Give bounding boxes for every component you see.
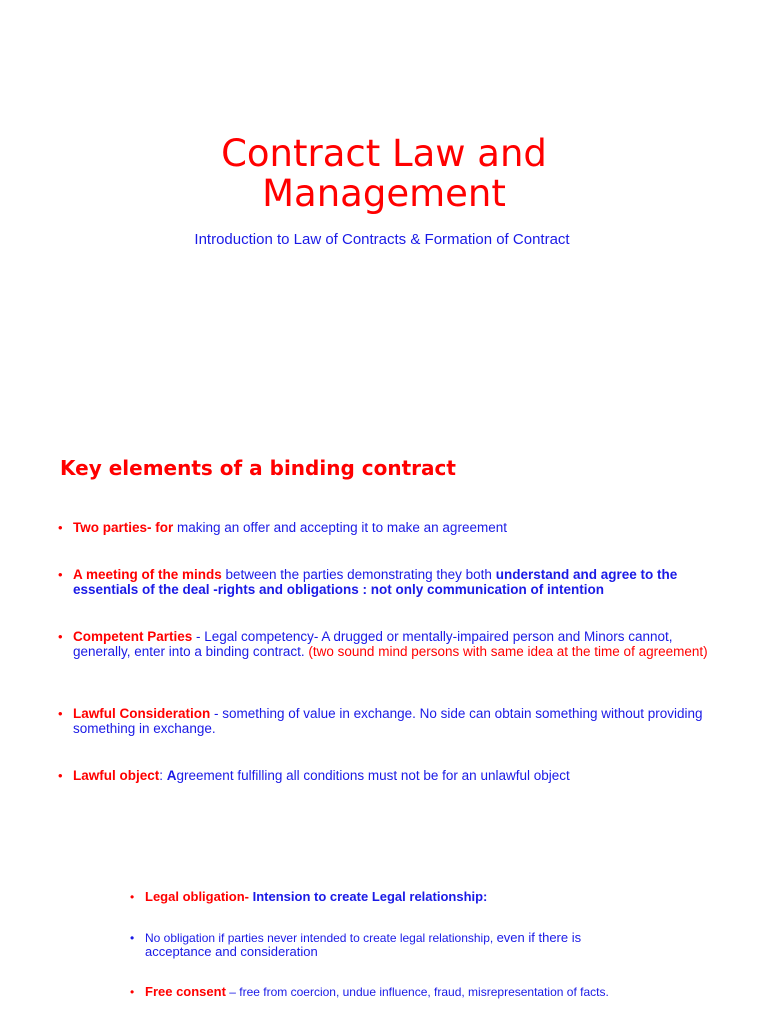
bullet-icon: • [58, 629, 63, 644]
section-heading: Key elements of a binding contract [60, 456, 456, 480]
item-lead: Lawful Consideration [73, 706, 211, 721]
item-first-letter: A [166, 768, 177, 783]
list-item [58, 768, 723, 783]
item-text: - something of value in exchange. No side can obtain something without providing something in exchange. [73, 706, 703, 736]
title-line-1: Contract Law and [221, 132, 547, 175]
list-item [130, 985, 645, 999]
bullet-icon: • [58, 768, 63, 783]
item-colon: : [159, 768, 167, 783]
title-line-2: Management [262, 172, 506, 215]
item-bold-text: Intension to create Legal relationship: [252, 889, 488, 904]
item-lead: Free consent [145, 984, 226, 999]
item-text: making an offer and accepting it to make an agreement [173, 520, 507, 535]
item-text: between the parties demonstrating they both [221, 567, 496, 582]
item-dash: - [244, 889, 253, 904]
item-text: – free from coercion, undue influence, fraud, misrepresentation of facts. [225, 985, 609, 999]
item-lead: Lawful object [73, 768, 160, 783]
item-text: greement fulfilling all conditions must not be for an unlawful object [176, 768, 570, 783]
list-item [58, 567, 723, 597]
list-item [58, 706, 723, 736]
item-note: (two sound mind persons with same idea at the time of agreement) [308, 644, 708, 659]
bullet-icon: • [58, 520, 63, 535]
list-item [130, 890, 645, 904]
item-lead: Competent Parties [73, 629, 193, 644]
bullet-icon: • [58, 567, 63, 582]
list-item [58, 629, 723, 659]
item-bold-text: understand and agree to the essentials of the deal -rights and obligations : not only communication of intention [73, 567, 678, 597]
page-title [0, 134, 768, 214]
bullet-icon: • [130, 890, 135, 904]
item-lead: Legal obligation [145, 889, 245, 904]
bullet-icon: • [130, 985, 135, 999]
item-lead: A meeting of the minds [73, 567, 222, 582]
item-text-small: No obligation if parties never intended to create legal relationship, [145, 931, 497, 945]
subtitle: Introduction to Law of Contracts & Formation of Contract [194, 231, 570, 248]
item-lead: Two parties- for [73, 520, 174, 535]
bullet-icon: • [58, 706, 63, 721]
list-item [58, 520, 723, 535]
bullet-icon: • [130, 931, 135, 945]
item-text: - Legal competency- A drugged or mentally-impaired person and Minors cannot, generally, enter into a binding contract. [73, 629, 673, 659]
item-text: even if there is acceptance and consideration [145, 930, 582, 959]
list-item [130, 931, 645, 959]
